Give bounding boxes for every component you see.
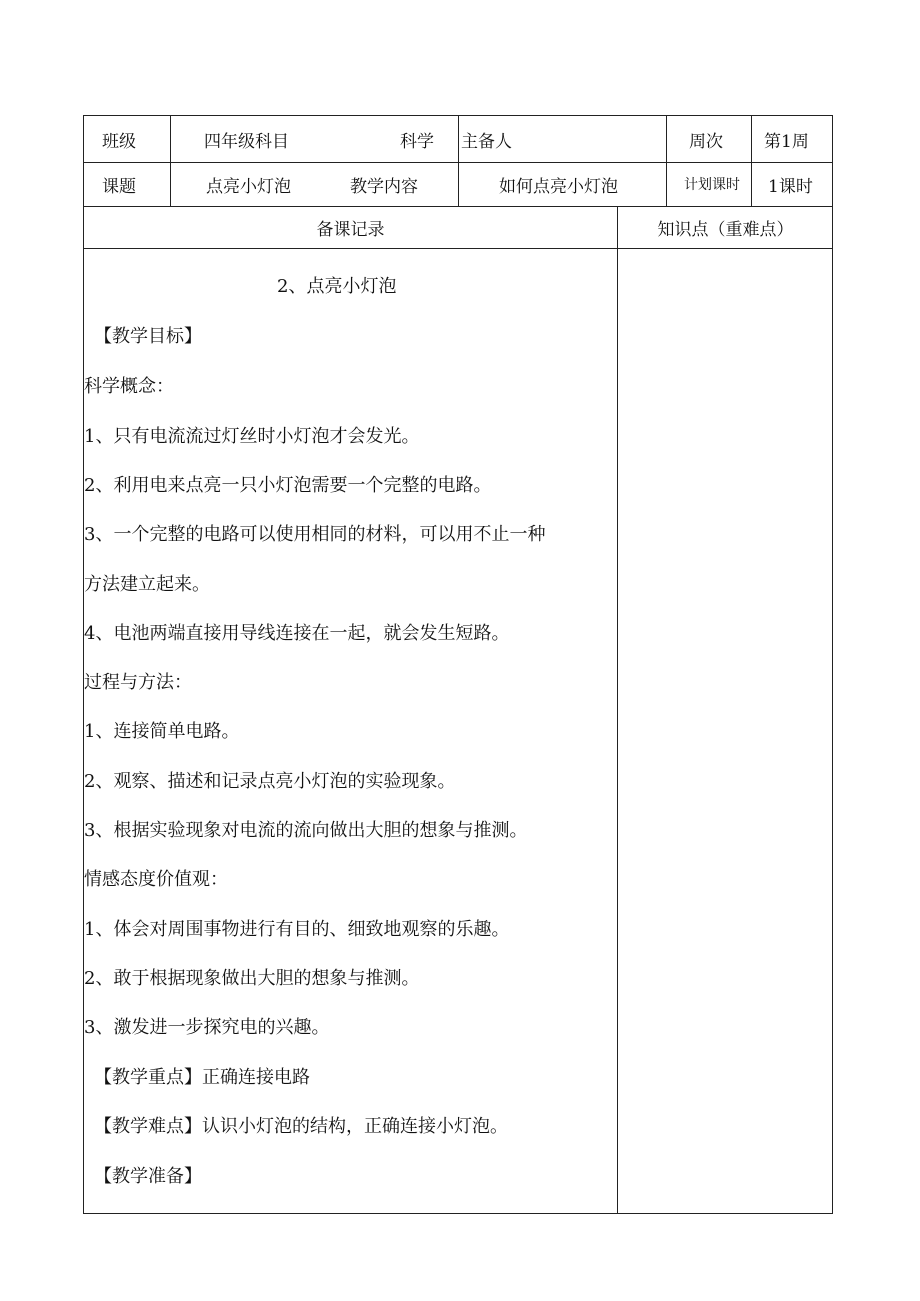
subject-value: 科学: [400, 131, 434, 152]
topic-value: 点亮小灯泡: [206, 176, 291, 197]
attitude-heading: 情感态度价值观：: [84, 869, 228, 890]
class-value: 四年级科目: [204, 131, 289, 152]
record-column-header: 备课记录: [316, 219, 385, 240]
concept-item: 4、电池两端直接用导线连接在一起，就会发生短路。: [84, 623, 510, 644]
key-point: 【教学重点】正确连接电路: [94, 1067, 310, 1088]
plan-value: 1课时: [768, 176, 813, 197]
lesson-title: 2、点亮小灯泡: [277, 276, 397, 297]
knowledge-column-header: 知识点（重难点）: [657, 219, 794, 240]
concept-item: 2、利用电来点亮一只小灯泡需要一个完整的电路。: [84, 475, 492, 496]
row-divider: [84, 248, 832, 249]
concept-heading: 科学概念：: [84, 376, 174, 397]
concept-item-continued: 方法建立起来。: [84, 574, 210, 595]
col-divider: [751, 116, 752, 206]
concept-item: 3、一个完整的电路可以使用相同的材料，可以用不止一种: [84, 524, 546, 545]
preparer-label: 主备人: [461, 131, 512, 152]
process-item: 1、连接简单电路。: [84, 721, 240, 742]
class-label: 班级: [102, 131, 136, 152]
goal-heading: 【教学目标】: [94, 326, 202, 347]
topic-label: 课题: [102, 176, 136, 197]
week-label: 周次: [689, 131, 723, 152]
plan-label: 计划课时: [684, 177, 740, 193]
attitude-item: 1、体会对周围事物进行有目的、细致地观察的乐趣。: [84, 919, 510, 940]
prep-heading: 【教学准备】: [94, 1166, 202, 1187]
process-heading: 过程与方法：: [84, 672, 192, 693]
col-divider: [458, 116, 459, 206]
content-value: 如何点亮小灯泡: [499, 176, 618, 197]
col-divider: [666, 116, 667, 206]
lesson-plan-table: [83, 115, 833, 1214]
attitude-item: 3、激发进一步探究电的兴趣。: [84, 1017, 330, 1038]
concept-item: 1、只有电流流过灯丝时小灯泡才会发光。: [84, 426, 420, 447]
process-item: 3、根据实验现象对电流的流向做出大胆的想象与推测。: [84, 820, 528, 841]
content-label: 教学内容: [350, 176, 418, 197]
attitude-item: 2、敢于根据现象做出大胆的想象与推测。: [84, 968, 420, 989]
week-value: 第1周: [764, 131, 809, 152]
process-item: 2、观察、描述和记录点亮小灯泡的实验现象。: [84, 771, 456, 792]
difficulty: 【教学难点】认识小灯泡的结构，正确连接小灯泡。: [94, 1116, 508, 1137]
col-divider: [170, 116, 171, 206]
col-divider: [617, 206, 618, 1213]
